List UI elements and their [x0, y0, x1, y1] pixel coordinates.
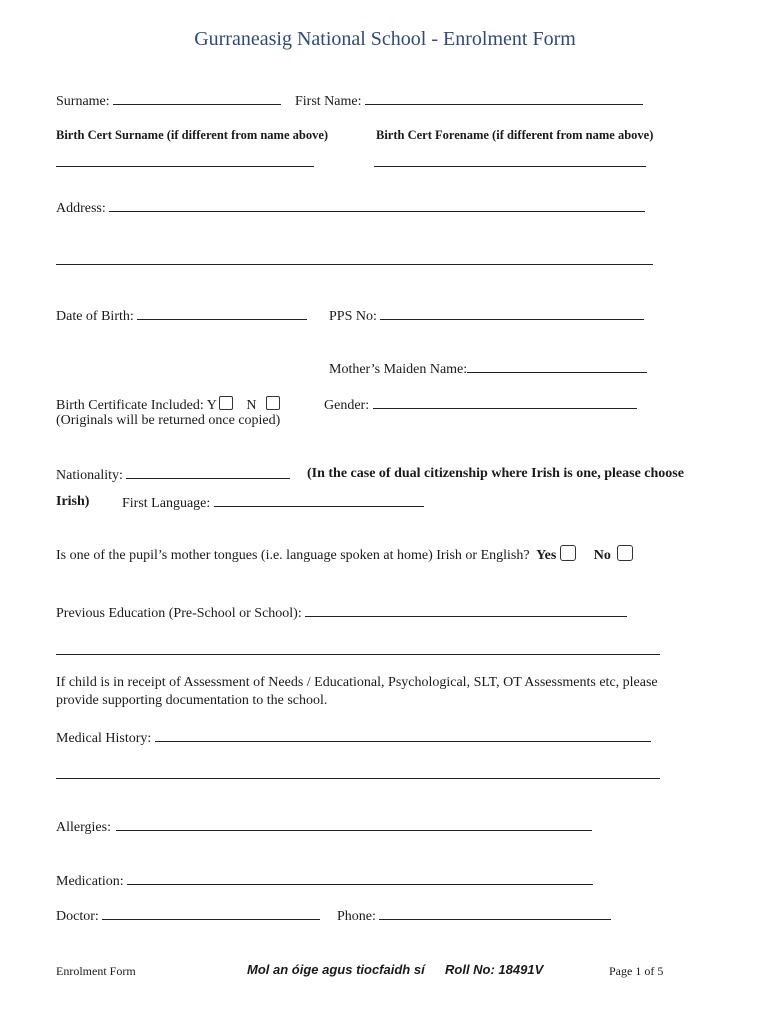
birth-cert-surname-label: Birth Cert Surname (if different from name above)	[56, 128, 329, 142]
allergies-label: Allergies:	[56, 820, 111, 835]
phone-field[interactable]	[379, 907, 611, 920]
yes-label: Yes	[536, 548, 557, 563]
nationality-label: Nationality:	[56, 468, 123, 483]
first-language-label: First Language:	[122, 496, 211, 511]
first-language-field[interactable]	[214, 494, 424, 507]
no-label: No	[593, 548, 611, 563]
dual-citizenship-note-end: Irish)	[56, 494, 90, 509]
gender-label: Gender:	[324, 398, 370, 413]
dob-row	[56, 307, 307, 325]
previous-education-label: Previous Education (Pre-School or School):	[56, 606, 302, 621]
birth-cert-included-row	[56, 396, 284, 414]
doctor-field[interactable]	[102, 907, 320, 920]
birth-cert-included-label: Birth Certificate Included:	[56, 398, 204, 413]
doctor-row	[56, 907, 320, 925]
nationality-row	[56, 466, 290, 484]
first-name-row	[295, 92, 643, 110]
first-language-row	[122, 494, 424, 512]
y-label: Y	[206, 398, 217, 413]
first-name-field[interactable]	[365, 92, 643, 105]
assessment-note-line-2: provide supporting documentation to the school.	[56, 693, 328, 708]
medication-row	[56, 872, 593, 890]
mother-tongue-row	[56, 545, 633, 564]
surname-field[interactable]	[113, 92, 281, 105]
phone-label: Phone:	[337, 909, 376, 924]
pps-label: PPS No:	[329, 309, 377, 324]
surname-row	[56, 92, 281, 110]
medical-history-field-line-2[interactable]	[56, 778, 660, 779]
footer-roll-no: Roll No: 18491V	[445, 962, 544, 977]
gender-row	[324, 396, 637, 414]
dob-label: Date of Birth:	[56, 309, 134, 324]
address-field[interactable]	[109, 199, 645, 212]
assessment-note-line-1: If child is in receipt of Assessment of Needs / Educational, Psychological, SLT, OT Assessments etc, please	[56, 675, 658, 690]
first-name-label: First Name:	[295, 94, 362, 109]
surname-label: Surname:	[56, 94, 110, 109]
doctor-label: Doctor:	[56, 909, 99, 924]
nationality-field[interactable]	[126, 466, 290, 479]
phone-row	[337, 907, 611, 925]
originals-note: (Originals will be returned once copied)	[56, 413, 281, 428]
birth-cert-surname-field[interactable]	[56, 166, 314, 167]
medication-field[interactable]	[127, 872, 593, 885]
previous-education-row	[56, 604, 627, 622]
footer-form-name: Enrolment Form	[56, 964, 136, 978]
footer-motto: Mol an óige agus tiocfaidh sí	[247, 962, 425, 977]
maiden-name-field[interactable]	[467, 360, 647, 373]
address-label: Address:	[56, 201, 106, 216]
dob-field[interactable]	[137, 307, 307, 320]
pps-field[interactable]	[380, 307, 644, 320]
medical-history-field[interactable]	[155, 729, 651, 742]
previous-education-field-line-2[interactable]	[56, 654, 660, 655]
n-checkbox[interactable]	[266, 396, 280, 410]
birth-cert-forename-field[interactable]	[374, 166, 646, 167]
allergies-row	[56, 818, 592, 836]
yes-checkbox[interactable]	[560, 545, 576, 561]
page-title: Gurraneasig National School - Enrolment Form	[194, 28, 576, 50]
address-row	[56, 199, 645, 217]
address-field-line-2[interactable]	[56, 264, 653, 265]
previous-education-field[interactable]	[305, 604, 627, 617]
pps-row	[329, 307, 644, 325]
maiden-name-row	[329, 360, 647, 378]
dual-citizenship-note: (In the case of dual citizenship where Irish is one, please choose	[307, 466, 684, 481]
birth-cert-forename-label: Birth Cert Forename (if different from name above)	[376, 128, 654, 142]
medical-history-row	[56, 729, 651, 747]
allergies-field[interactable]	[116, 818, 592, 831]
gender-field[interactable]	[373, 396, 637, 409]
medical-history-label: Medical History:	[56, 731, 152, 746]
y-checkbox[interactable]	[219, 396, 233, 410]
n-label: N	[246, 398, 257, 413]
no-checkbox[interactable]	[617, 545, 633, 561]
medication-label: Medication:	[56, 874, 124, 889]
mother-tongue-question: Is one of the pupil’s mother tongues (i.e. language spoken at home) Irish or English?	[56, 548, 530, 563]
footer-page-number: Page 1 of 5	[609, 964, 664, 978]
maiden-name-label: Mother’s Maiden Name:	[329, 362, 468, 377]
